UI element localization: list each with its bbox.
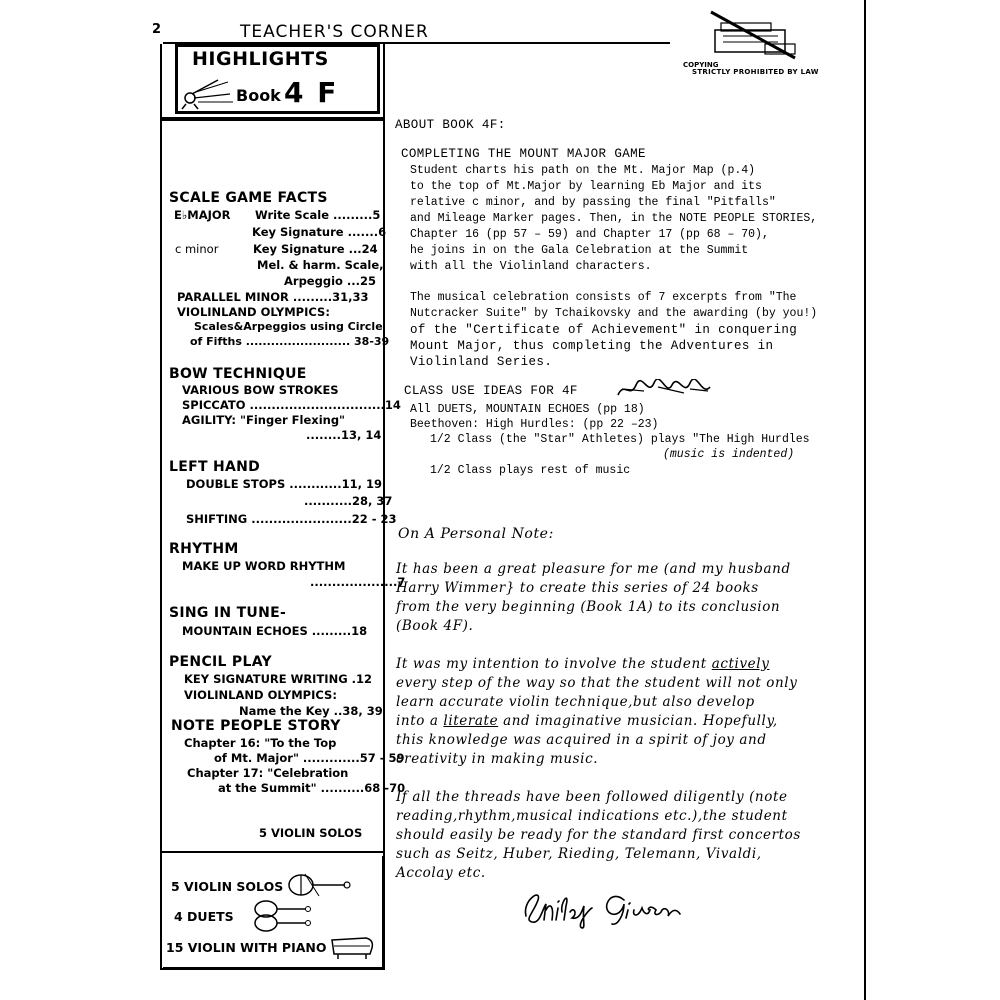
c-arpeggio: Arpeggio ...25 [284, 274, 377, 288]
p2-line: Mount Major, thus completing the Adventures in [410, 339, 774, 353]
about-heading: ABOUT BOOK 4F: [395, 118, 506, 132]
personal-p1-line: It has been a great pleasure for me (and my husband [396, 561, 791, 577]
book-label: Book [236, 86, 281, 105]
personal-p3-line: such as Seitz, Huber, Rieding, Telemann, Vivaldi, [396, 846, 762, 862]
violinist-icon [178, 74, 238, 110]
of-fifths: of Fifths ......................... 38-39 [190, 335, 390, 348]
duet-violins-icon [244, 897, 314, 935]
actively-underlined: actively [711, 656, 770, 672]
personal-p3-line: reading,rhythm,musical indications etc.),the student [396, 808, 788, 824]
parallel-minor: PARALLEL MINOR .........31,33 [177, 290, 369, 304]
class-line: Beethoven: High Hurdles: (pp 22 –23) [410, 418, 659, 431]
agility-pages: ........13, 14 [306, 428, 382, 442]
key-signature-writing: KEY SIGNATURE WRITING .12 [184, 672, 373, 686]
eb-write-scale: Write Scale .........5 [255, 208, 381, 222]
signature [520, 880, 700, 930]
class-use-heading: CLASS USE IDEAS FOR 4F [404, 384, 578, 398]
chapter16-title: Chapter 16: "To the Top [184, 736, 337, 750]
p1-line: Student charts his path on the Mt. Major Map (p.4) [410, 164, 756, 177]
class-line: All DUETS, MOUNTAIN ECHOES (pp 18) [410, 403, 645, 416]
highlights-title: HIGHLIGHTS [192, 48, 329, 70]
name-the-key: Name the Key ..38, 39 [239, 704, 383, 718]
eb-key-signature: Key Signature .......6 [252, 225, 387, 239]
copy-notice-line1: COPYING [683, 61, 719, 69]
bow-technique-heading: BOW TECHNIQUE [169, 366, 307, 382]
p1-line: relative c minor, and by passing the final "Pitfalls" [410, 196, 776, 209]
bottom-violin-with-piano: 15 VIOLIN WITH PIANO [166, 940, 327, 955]
personal-p1-line: Harry Wimmer} to create this series of 24 books [396, 580, 759, 596]
violin-icon [285, 870, 355, 900]
chapter16-pages: of Mt. Major" .............57 - 59 [214, 751, 405, 765]
chapter17-pages: at the Summit" ..........68 -70 [218, 781, 406, 795]
p2-line: Violinland Series. [410, 355, 553, 369]
mountain-echoes: MOUNTAIN ECHOES .........18 [182, 624, 368, 638]
book-number: 4 F [284, 76, 339, 109]
scales-arpeggios-circle: Scales&Arpeggios using Circle [194, 320, 383, 333]
pencil-play-heading: PENCIL PLAY [169, 654, 272, 670]
p1-line: with all the Violinland characters. [410, 260, 652, 273]
literate-underlined: literate [443, 713, 499, 729]
p2-line: Nutcracker Suite" by Tchaikovsky and the awarding (by you!) [410, 307, 818, 320]
class-line: 1/2 Class plays rest of music [430, 464, 631, 477]
personal-note-heading: On A Personal Note: [398, 526, 554, 542]
chapter17-title: Chapter 17: "Celebration [187, 766, 349, 780]
shifting: SHIFTING .......................22 - 23 [186, 512, 397, 526]
c-key-signature: Key Signature ...24 [253, 242, 378, 256]
title-rule [160, 117, 385, 121]
personal-p3-line: should easily be ready for the standard first concertos [396, 827, 801, 843]
bottom-duets: 4 DUETS [174, 909, 234, 924]
c-minor-label: c minor [175, 242, 219, 256]
eb-major-label: E♭MAJOR [174, 208, 231, 222]
piano-icon [328, 934, 376, 960]
personal-p2-line: creativity in making music. [396, 751, 599, 767]
note-people-story-heading: NOTE PEOPLE STORY [171, 718, 341, 734]
left-hand-heading: LEFT HAND [169, 459, 261, 475]
page-header-title: TEACHER'S CORNER [240, 22, 429, 42]
violinland-olympics-1: VIOLINLAND OLYMPICS: [177, 305, 330, 319]
personal-p2-line: learn accurate violin technique,but also develop [396, 694, 755, 710]
agility-finger-flexing: AGILITY: "Finger Flexing" [182, 413, 346, 427]
p1-line: he joins in on the Gala Celebration at the Summit [410, 244, 749, 257]
violinland-olympics-2: VIOLINLAND OLYMPICS: [184, 688, 337, 702]
p2-line: The musical celebration consists of 7 excerpts from "The [410, 291, 797, 304]
p1-line: Chapter 16 (pp 57 – 59) and Chapter 17 (pp 68 – 70), [410, 228, 769, 241]
sing-in-tune-heading: SING IN TUNE- [169, 605, 287, 621]
personal-p1-line: from the very beginning (Book 1A) to its conclusion [396, 599, 781, 615]
class-line: 1/2 Class (the "Star" Athletes) plays "The High Hurdles [430, 433, 810, 446]
p1-line: and Mileage Marker pages. Then, in the NOTE PEOPLE STORIES, [410, 212, 818, 225]
double-stops-more: ...........28, 37 [304, 494, 393, 508]
make-up-word-rhythm: MAKE UP WORD RHYTHM [182, 559, 346, 573]
rhythm-heading: RHYTHM [169, 541, 239, 557]
five-violin-solos-label: 5 VIOLIN SOLOS [259, 826, 363, 840]
personal-p2-line: It was my intention to involve the student actively [396, 656, 770, 672]
p1-line: to the top of Mt.Major by learning Eb Major and its [410, 180, 762, 193]
class-line: (music is indented) [663, 448, 795, 461]
page-number: 2 [152, 22, 162, 37]
solos-rule [160, 851, 385, 853]
personal-p3-line: Accolay etc. [396, 865, 486, 881]
copy-notice-line2: STRICTLY PROHIBITED BY LAW [692, 68, 819, 76]
scribble-icon [614, 379, 714, 401]
double-stops: DOUBLE STOPS ............11, 19 [186, 477, 383, 491]
personal-p1-line: (Book 4F). [396, 618, 474, 634]
scale-game-facts-heading: SCALE GAME FACTS [169, 190, 328, 206]
bottom-violin-solos: 5 VIOLIN SOLOS [171, 879, 284, 894]
personal-p2-line: into a literate and imaginative musician. Hopefully, [396, 713, 778, 729]
p2-line: of the "Certificate of Achievement" in conquering [410, 323, 798, 337]
rhythm-page: ....................7 [310, 575, 406, 589]
personal-p3-line: If all the threads have been followed diligently (note [396, 789, 788, 805]
completing-heading: COMPLETING THE MOUNT MAJOR GAME [401, 147, 646, 161]
page-right-border [864, 0, 866, 1000]
personal-p2-line: every step of the way so that the student will not only [396, 675, 798, 691]
various-bow-strokes: VARIOUS BOW STROKES [182, 383, 339, 397]
personal-p2-line: this knowledge was acquired in a spirit of joy and [396, 732, 767, 748]
c-mel-harm-scale: Mel. & harm. Scale, [257, 258, 384, 272]
spiccato: SPICCATO ...............................14 [182, 398, 401, 412]
